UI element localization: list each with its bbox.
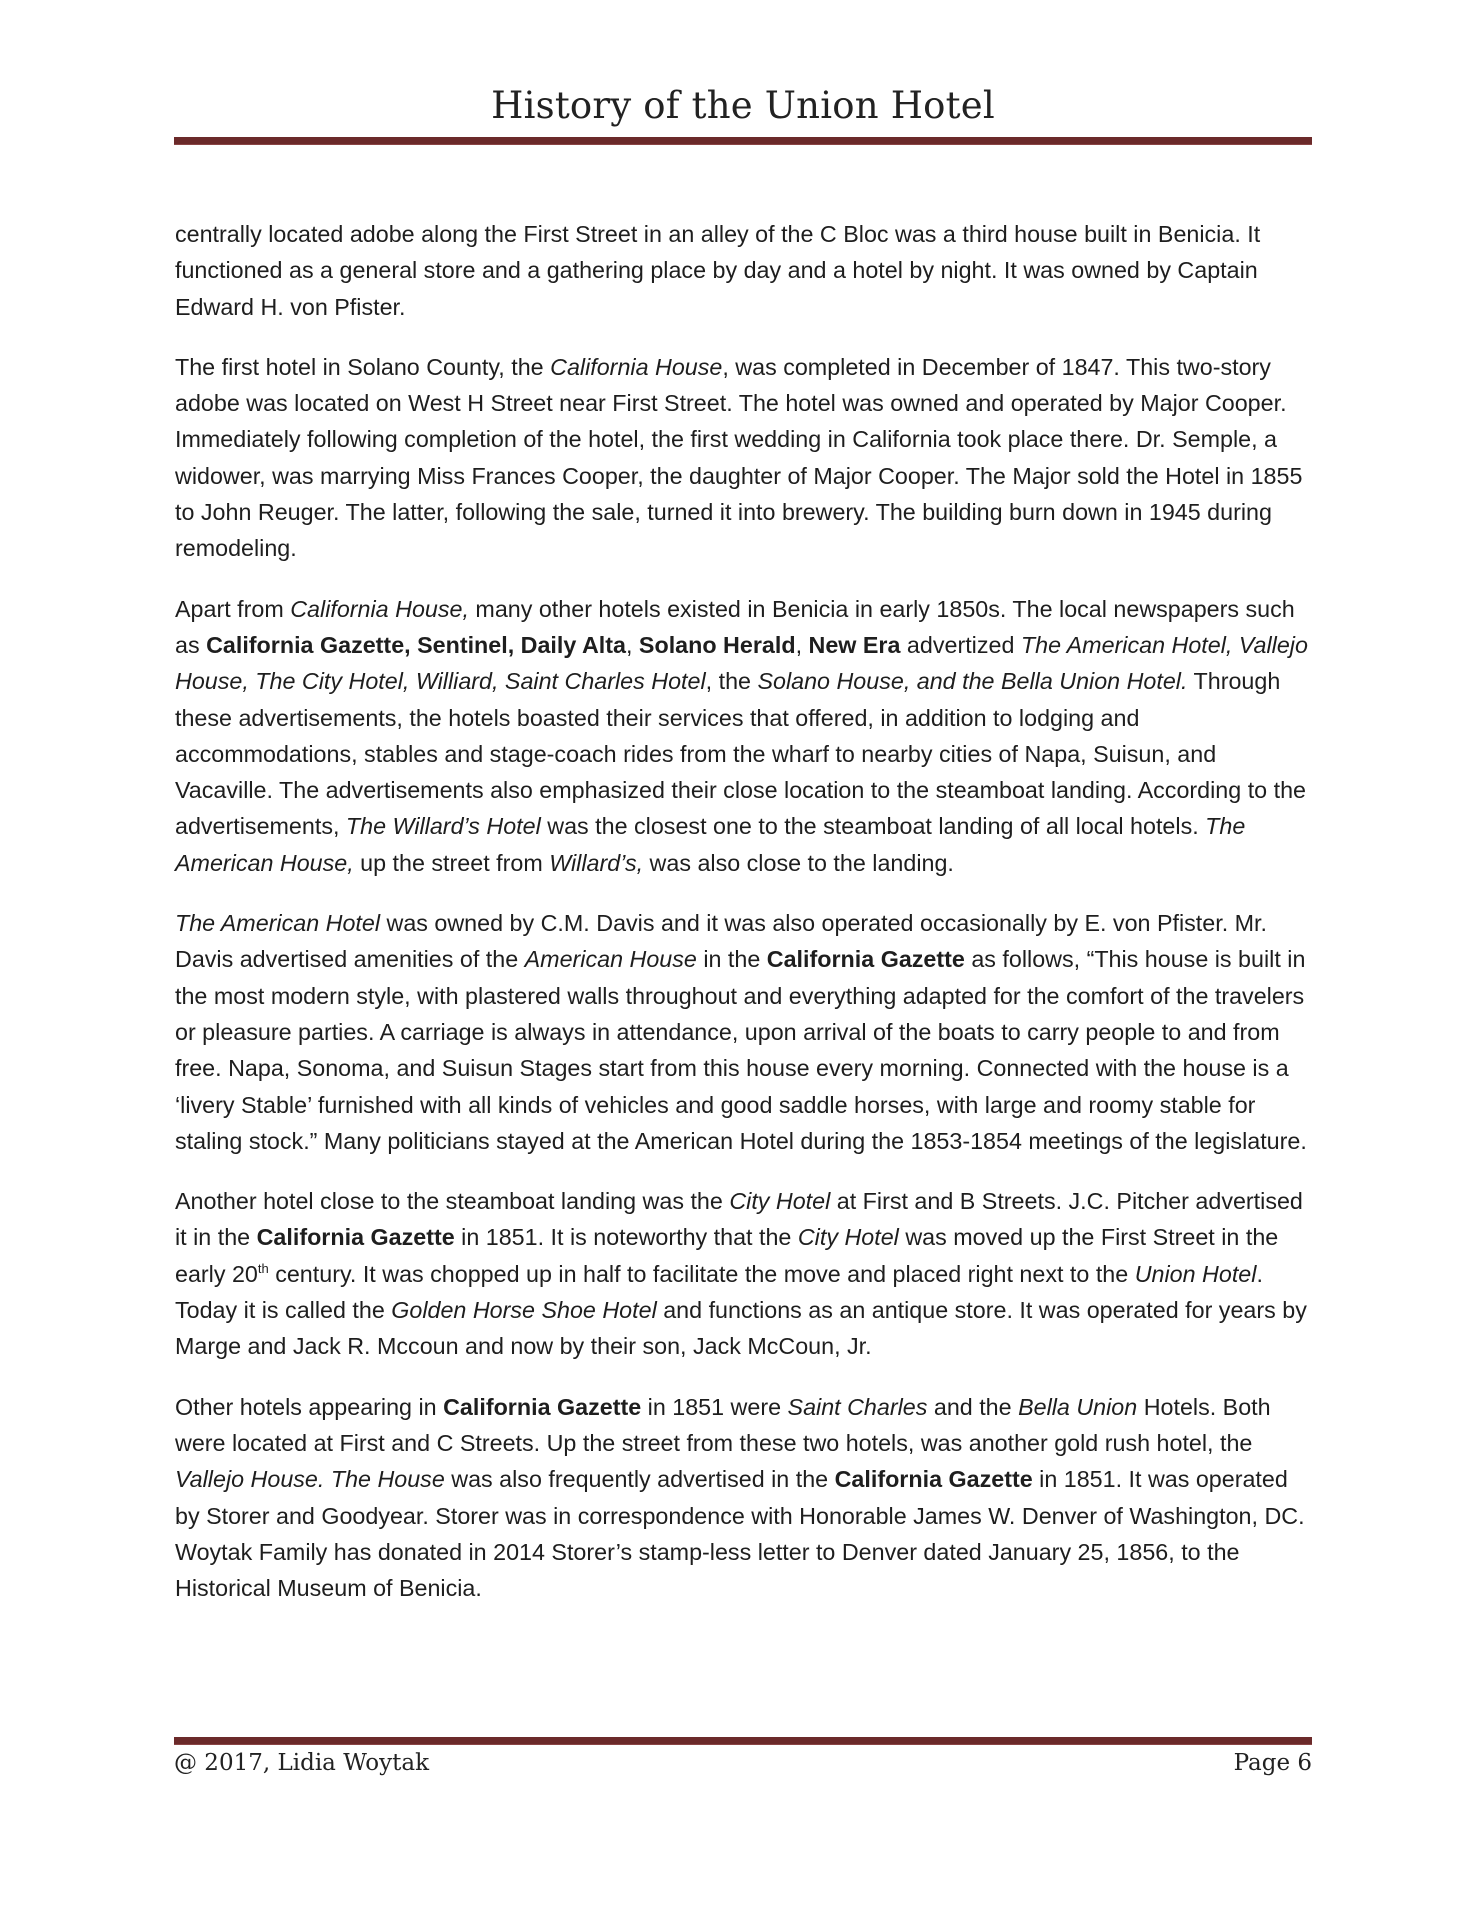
text-run: , the (705, 668, 758, 695)
text-run: century. It was chopped up in half to facilitate the move and placed right next to the (268, 1260, 1135, 1287)
text-run: , was completed in December of 1847. This two-story adobe was located on West H Street near First Street. The hotel was owned and operated by Major Cooper. Immediately following completion of the hotel, the first wedding in California took place there. Dr. Semple, a widower, was marrying Miss Frances Cooper, the daughter of Major Cooper. The Major sold the Hotel in 1855 to John Reuger. The latter, following the sale, turned it into brewery. The building burn down in 1945 during remodeling. (175, 353, 1303, 562)
page-number: Page 6 (1233, 1750, 1312, 1776)
italic-text: The American House, (175, 813, 1246, 876)
text-run: was the closest one to the steamboat landing of all local hotels. (540, 813, 1206, 840)
text-run: many other hotels existed in Benicia in early 1850s. The local newspapers such as (175, 595, 1295, 658)
paragraph (175, 591, 1315, 881)
text-run: was owned by C.M. Davis and it was also operated occasionally by E. von Pfister. Mr. Davis advertised amenities of the (175, 910, 1267, 973)
text-run: up the street from (353, 849, 550, 876)
text-run: was also frequently advertised in the (444, 1466, 835, 1493)
bold-text: New Era (808, 631, 901, 658)
bold-text: Solano Herald (638, 631, 796, 658)
text-run: as follows, “This house is built in the most modern style, with plastered walls throughout and everything adapted for the comfort of the travelers or pleasure parties. A carriage is always in attendance, upon arrival of the boats to carry people to and from free. Napa, Sonoma, and Suisun Stages start from this house every morning. Connected with the house is a ‘livery Stable’ furnished with all kinds of vehicles and good saddle horses, with large and roomy stable for staling stock.” Many politicians stayed at the American Hotel during the 1853-1854 meetings of the legislature. (175, 946, 1307, 1154)
bold-text: California Gazette (834, 1466, 1033, 1493)
text-run: was also close to the landing. (643, 849, 954, 876)
italic-text: Golden Horse Shoe Hotel (391, 1297, 657, 1324)
text-run: Apart from (175, 595, 291, 622)
italic-text: The American Hotel (175, 910, 381, 937)
text-run: The first hotel in Solano County, the (175, 353, 551, 380)
text-run: centrally located adobe along the First Street in an alley of the C Bloc was a third house built in Benicia. It functioned as a general store and a gathering place by day and a hotel by night. It was owned by Captain Edward H. von Pfister. (175, 221, 1261, 320)
text-run: Another hotel close to the steamboat landing was the (175, 1188, 730, 1215)
body-text (175, 216, 1315, 1630)
italic-text: Vallejo House. The House (175, 1466, 445, 1493)
italic-text: City Hotel (797, 1224, 899, 1251)
italic-text: California House (550, 353, 723, 380)
text-run: was moved up the First Street in the early 20 (175, 1224, 1279, 1287)
italic-text: Union Hotel (1134, 1260, 1257, 1287)
italic-text: Saint Charles (787, 1393, 928, 1420)
text-run: in 1851. It is noteworthy that the (454, 1224, 798, 1251)
italic-text: Solano House, and the Bella Union Hotel. (757, 668, 1188, 695)
paragraph (175, 905, 1315, 1159)
bold-text: California Gazette (256, 1224, 455, 1251)
text-run: in 1851 were (641, 1393, 788, 1420)
text-run: , (625, 631, 639, 658)
italic-text: The Willard’s Hotel (345, 813, 541, 840)
footer-copyright: @ 2017, Lidia Woytak (174, 1750, 430, 1776)
paragraph (175, 349, 1315, 567)
italic-text: City Hotel (729, 1188, 831, 1215)
italic-text: American House (524, 946, 697, 973)
text-run: Other hotels appearing in (175, 1393, 444, 1420)
text-run: , (795, 631, 809, 658)
footer-rule (174, 1737, 1312, 1744)
bold-text: California Gazette, Sentinel, Daily Alta (206, 631, 626, 658)
italic-text: The American Hotel, Vallejo House, The City Hotel, Williard, Saint Charles Hotel (175, 631, 1308, 695)
italic-text: Willard’s, (549, 849, 644, 876)
paragraph (175, 1183, 1315, 1364)
text-run: in the (696, 946, 767, 973)
text-run: and functions as an antique store. It was operated for years by Marge and Jack R. Mccoun and now by their son, Jack McCoun, Jr. (175, 1297, 1307, 1360)
paragraph (175, 1389, 1315, 1607)
text-run: advertized (900, 631, 1021, 658)
bold-text: California Gazette (443, 1393, 642, 1420)
text-run: in 1851. It was operated by Storer and Goodyear. Storer was in correspondence with Honorable James W. Denver of Washington, DC. Woytak Family has donated in 2014 Storer’s stamp-less letter to Denver dated January 25, 1856, to the Historical Museum of Benicia. (175, 1466, 1305, 1602)
text-run: . Today it is called the (175, 1260, 1263, 1324)
text-run: Through these advertisements, the hotels boasted their services that offered, in addition to lodging and accommodations, stables and stage-coach rides from the wharf to nearby cities of Napa, Suisun, and Vacaville. The advertisements also emphasized their close location to the steamboat landing. According to the advertisements, (175, 668, 1306, 840)
paragraph (175, 216, 1315, 325)
bold-text: California Gazette (766, 946, 965, 973)
header-rule (174, 137, 1312, 144)
superscript-text: th (257, 1260, 269, 1276)
page-title: History of the Union Hotel (491, 84, 995, 127)
text-run: Hotels. Both were located at First and C Streets. Up the street from these two hotels, was another gold rush hotel, the (175, 1393, 1271, 1456)
italic-text: California House, (290, 595, 469, 622)
text-run: and the (927, 1393, 1019, 1420)
text-run: at First and B Streets. J.C. Pitcher advertised it in the (175, 1188, 1303, 1251)
italic-text: Bella Union (1018, 1393, 1138, 1420)
